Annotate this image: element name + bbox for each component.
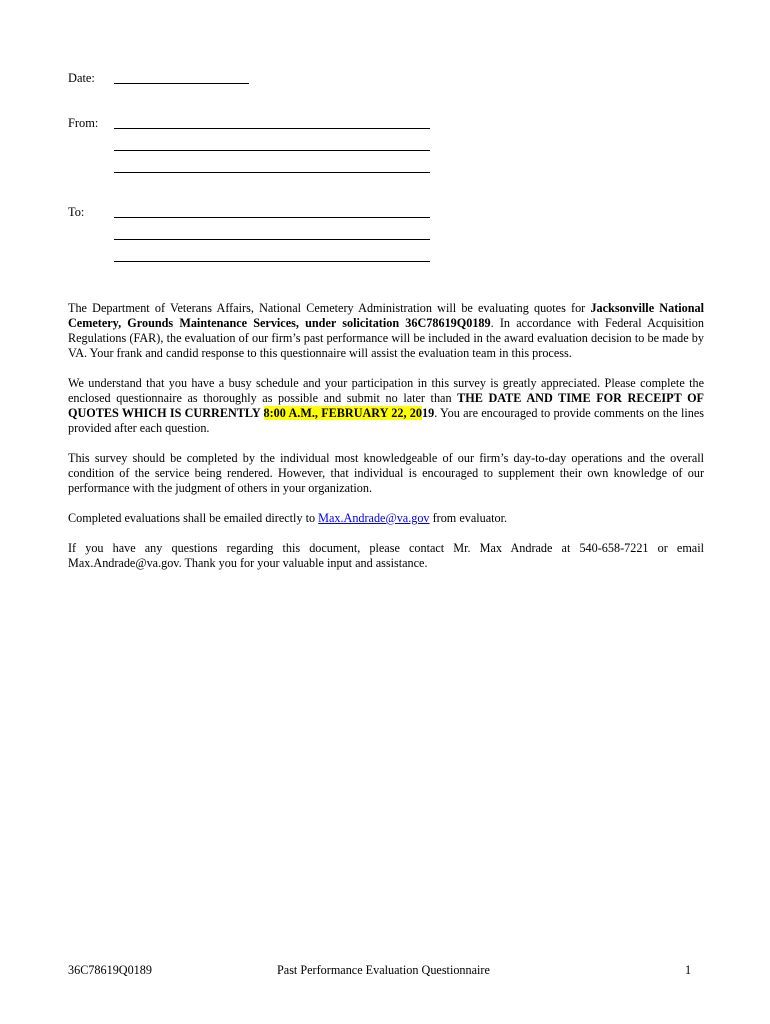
from-blank-line-3[interactable]	[114, 172, 430, 173]
to-blank-line-3[interactable]	[114, 261, 430, 262]
deadline-text: We understand that you have a busy schedule and your participation in this survey is greatly appreciated. Please complete the enclosed questionnaire as thoroughly as possible and submit no later than	[68, 376, 704, 405]
date-blank-line[interactable]	[114, 83, 249, 84]
letter-body	[68, 301, 704, 586]
footer-page-number: 1	[685, 963, 692, 977]
submission-text: Completed evaluations shall be emailed directly to	[68, 511, 319, 525]
footer-document-title: Past Performance Evaluation Questionnaire	[277, 963, 490, 977]
to-blank-line-2[interactable]	[114, 239, 430, 240]
date-label: Date:	[68, 71, 95, 85]
contact-paragraph: If you have any questions regarding this document, please contact Mr. Max Andrade at 540-658-7221 or email Max.Andrade@va.gov. Thank you for your valuable input and assistance.	[68, 541, 704, 570]
intro-text: The Department of Veterans Affairs, National Cemetery Administration will be evaluating quotes for	[68, 301, 591, 315]
from-blank-line-1[interactable]	[114, 128, 430, 129]
deadline-emphasis: THE DATE AND TIME FOR RECEIPT OF QUOTES WHICH IS CURRENTLY	[68, 391, 704, 420]
deadline-highlighted-date: 8:00 A.M., FEBRUARY 22, 20	[263, 406, 422, 420]
intro-text-cont: . In accordance with Federal Acquisition Regulations (FAR), the evaluation of our firm’s past performance will be included in the award evaluation decision to be made by VA. Your frank and candid response to this questionnaire will assist the evaluation team in this process.	[68, 316, 704, 360]
submission-text-cont: from evaluator.	[429, 511, 508, 525]
submission-paragraph	[68, 511, 704, 526]
from-blank-line-2[interactable]	[114, 150, 430, 151]
footer-solicitation-number: 36C78619Q0189	[68, 963, 152, 977]
deadline-paragraph	[68, 376, 704, 436]
intro-paragraph	[68, 301, 704, 361]
from-label: From:	[68, 116, 99, 130]
to-label: To:	[68, 205, 85, 219]
solicitation-emphasis: Jacksonville National Cemetery, Grounds Maintenance Services, under solicitation 36C78619Q0189	[68, 301, 705, 330]
to-blank-line-1[interactable]	[114, 217, 430, 218]
deadline-text-cont: . You are encouraged to provide comments on the lines provided after each question.	[68, 406, 704, 435]
email-link[interactable]: Max.Andrade@va.gov	[318, 511, 430, 525]
deadline-year-suffix: 19	[422, 406, 435, 420]
respondent-paragraph: This survey should be completed by the individual most knowledgeable of our firm’s day-to-day operations and the overall condition of the service being rendered. However, that individual is encouraged to supplement their own knowledge of our performance with the judgment of others in your organization.	[68, 451, 704, 495]
